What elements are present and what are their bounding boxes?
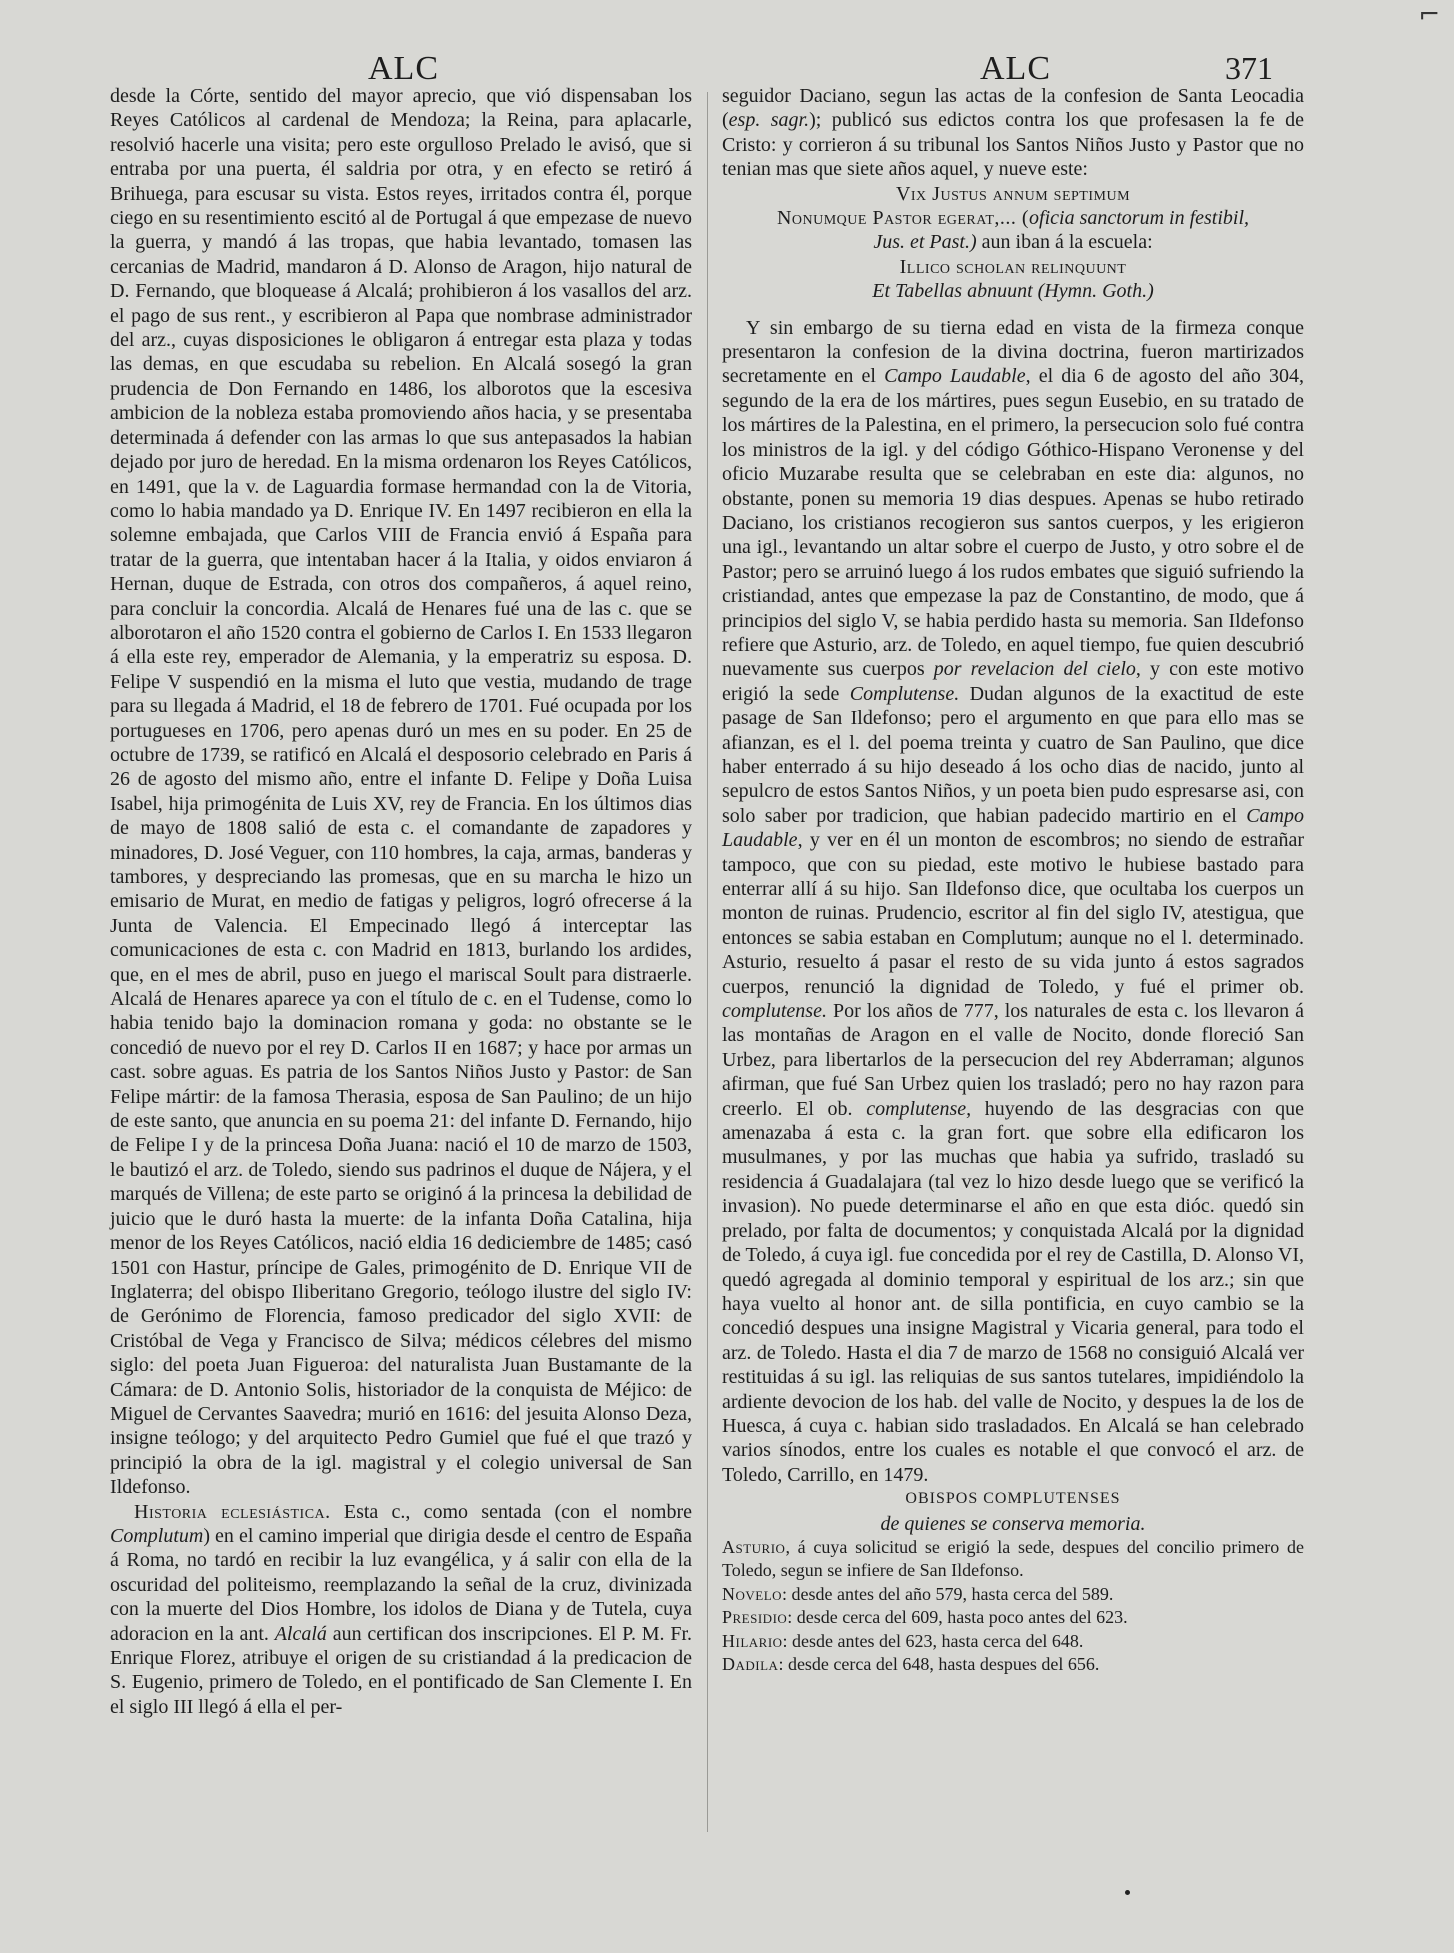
bishop-entry	[722, 1583, 1304, 1607]
text-run: Jus. et Past.)	[873, 231, 977, 254]
header-right-title: ALC	[980, 50, 1051, 87]
text-run: ) en el camino imperial que dirigia desde el centro de España á Roma, no tardó en recibir la luz evangélica, y á salir con ella de la oscuridad del politeismo, reemplazando la señal de la cruz, divinizada con la muerte del Dios Hombre, los idolos de Diana y de Tutela, cuya adoracion en la ant.	[110, 1524, 692, 1645]
left-paragraph-history: desde la Córte, sentido del mayor aprecio, que vió dispensaban los Reyes Católicos al cardenal de Mendoza; la Reina, para aplacarle, resolvió hacerle una visita; pero este orgulloso Prelado le avisó, que si entraba por una puerta, él saldria por otra, y en efecto se retiró á Brihuega, para escusar su vista. Estos reyes, irritados contra él, porque ciego en su resentimiento escitó al de Portugal á que empezase de nuevo la guerra, y mandó á las tropas, que habia levantado, tomasen las cercanias de Madrid, mandaron á D. Alonso de Aragon, hijo natural de D. Fernando, que bloquease á Alcalá; prohibieron á los vasallos del arz. el pago de sus rent., y escribieron al Papa que nombrase administrador del arz., cuyas disposiciones le obligaron á entregar esta plaza y todas las demas, en que escudaba su rebelion. En Alcalá sosegó la gran prudencia de Don Fernando en 1486, los alborotos que la escesiva ambicion de la nobleza estaba promoviendo años hacia, y se presentaba determinada á defender con las armas lo que sus antepasados la habian dejado por juro de heredad. En la misma ordenaron los Reyes Católicos, en 1491, que la v. de Laguardia formase hermandad con la de Vitoria, como lo habia mandado ya D. Enrique IV. En 1497 recibieron en ella la solemne embajada, que Carlos VIII de Francia envió á España para tratar de la guerra, que intentaban hacer á la Italia, y oidos enviaron á Hernan, duque de Estrada, con otros dos compañeros, á aquel reino, para concluir la concordia. Alcalá de Henares fué una de las c. que se alborotaron el año 1520 contra el gobierno de Carlos I. En 1533 llegaron á ella este rey, emperador de Alemania, y la emperatriz su esposa. D. Felipe V suspendió en la misma el luto que vestia, mudando de trage para su llegada á Madrid, el 18 de febrero de 1701. Fué ocupada por los portugueses en 1706, pero apenas duró un mes en su poder. En 25 de octubre de 1739, se ratificó en Alcalá el desposorio celebrado en Paris á 26 de agosto del mismo año, entre el infante D. Felipe y Doña Luisa Isabel, hija primogénita de Luis XV, rey de Francia. En los últimos dias de mayo de 1808 salió de esta c. el comandante de zapadores y minadores, D. José Veguer, con 110 hombres, la caja, armas, banderas y tambores, y despreciando las promesas, que en su marcha le hizo un emisario de Murat, en medio de fatigas y peligros, logró ofrecerse á la Junta de Valencia. El Empecinado llegó á interceptar las comunicaciones de esta c. con Madrid en 1813, burlando los ardides, que, en el mes de abril, puso en juego el mariscal Soult para distraerle. Alcalá de Henares aparece ya con el título de c. en el Tudense, como lo habia tenido bajo la dominacion romana y goda: no obstante se le concedió de nuevo por el rey D. Carlos II en 1687; y hace por armas un cast. sobre aguas. Es patria de los Santos Niños Justo y Pastor: de San Felipe mártir: de la famosa Therasia, esposa de San Paulino; de un hijo de este santo, que anuncia en su poema 21: del infante D. Fernando, hijo de Felipe I y de la princesa Doña Juana: nació el 10 de marzo de 1503, le bautizó el arz. de Toledo, siendo sus padrinos el duque de Nájera, y el marqués de Villena; de este parto se originó á la princesa la debilidad de juicio que le duró hasta la muerte: de la infanta Doña Catalina, hija menor de los Reyes Católicos, nació eldia 16 dediciembre de 1485; casó 1501 con Hastur, príncipe de Gales, primogénito de D. Enrique VII de Inglaterra; del obispo Iliberitano Gregorio, teólogo ilustre del siglo IV: de Gerónimo de Florencia, famoso predicador del siglo XVII: de Cristóbal de Vega y Francisco de Silva; médicos célebres del mismo siglo: del poeta Juan Figueroa: del naturalista Juan Bustamante de la Cámara: de D. Antonio Solis, historiador de la conquista de Méjico: de Miguel de Cervantes Saavedra; murió en 1616: del jesuita Alonso Deza, insigne teólogo; y del arquitecto Pedro Gumiel que fué el que trazó y principió la obra de la igl. magistral y el colegio universal de San Ildefonso.	[110, 85, 692, 1499]
text-run: Nonumque Pastor egerat,... (	[776, 207, 1030, 230]
text-run: Esta c., como sentada (con el nombre	[330, 1500, 692, 1523]
text-run: , el dia 6 de agosto del año 304, segundo de la era de los mártires, pues segun Eusebio, en su tratado de los mártires de la Palestina, en el primero, la persecucion solo fué contra los ministros de la igl. y del código Góthico-Hispano Veronense y del oficio Muzarabe resulta que se celebraban en este dia: algunos, no obstante, ponen su memoria 19 dias despues. Apenas se hubo retirado Daciano, los cristianos recogieron sus santos cuerpos, y les erigieron una igl., levantando un altar sobre el cuerpo de Justo, y otro sobre el de Pastor; pero se arruinó luego á los rudos embates que siguió sufriendo la cristiandad, antes que empezase la paz de Constantino, de modo, que á principios del siglo V, se habia perdido hasta su memoria. San Ildefonso refiere que Asturio, arz. de Toledo, en aquel tiempo, fue quien descubrió nuevamente sus cuerpos	[722, 365, 1304, 681]
bishops-section-subtitle: de quienes se conserva memoria.	[880, 1512, 1146, 1535]
bishop-text: : desde antes del año 579, hasta cerca del 589.	[782, 1583, 1114, 1604]
header-left-title: ALC	[368, 50, 439, 87]
bishop-entry	[722, 1653, 1304, 1677]
complutense-term: complutense,	[866, 1097, 972, 1120]
bishop-name: Presidio	[722, 1607, 788, 1628]
ink-speck	[1125, 1890, 1130, 1895]
text-run: huyendo de las desgracias con que amenazaba á esta c. la gran fort. que sobre ella edificaron los musulmanes, y por las muchas que habia ya sufrido, trasladó su residencia á Guadalajara (tal vez lo hizo desde luego que se verificó la invasion). No puede determinarse el año en que esta dióc. quedó sin prelado, por falta de documentos; y conquistada Alcalá por la dignidad de Toledo, á cuya igl. fue concedida por el rey de Castilla, D. Alonso VI, quedó agregada al dominio temporal y espiritual de los arz.; sin que haya vuelto al honor ant. de silla pontificia, en cuyo cambio se la concedió despues una insigne Magistral y Vicaria general, para todo el arz. de Toledo. Hasta el dia 7 de marzo de 1568 no consiguió Alcalá ver restituidas á su igl. las reliquias de sus santos tutelares, impidiéndolo la ardiente devocion de los hab. del valle de Nocito, y despues la de los de Huesca, á cuya c. habian sido trasladados. En Alcalá se han celebrado varios sínodos, entre los cuales es notable el que convocó el arz. de Toledo, Carrillo, en 1479.	[722, 1097, 1305, 1486]
bishop-entry	[722, 1630, 1304, 1654]
bishop-name: Dadila	[722, 1654, 779, 1675]
text-run: Y sin embargo de su tierna edad en vista de la firmeza conque presentaron la confesion de la divina doctrina, fueron martirizados secretamente en el	[722, 316, 1304, 388]
campo-laudable-term: Campo Laudable	[722, 804, 1304, 852]
bishop-text: : desde antes del 623, hasta cerca del 648.	[782, 1630, 1084, 1651]
text-run: Por los años de 777, los naturales de esta c. los llevaron á las montañas de Aragon en el valle de Nocito, donde floreció San Urbez, para libertarlos de la persecucion del rey Abderraman; algunos afirman, que fué San Urbez quien los trasladó; pero no hay razon para creerlo. El ob.	[722, 1000, 1304, 1120]
complutum-term: Complutum	[110, 1524, 204, 1547]
text-run: ); publicó sus edictos contra los que profesasen la fe de Cristo: y corrieron á su tribunal los Santos Niños Justo y Pastor que no tenian mas que siete años aquel, y nueve este:	[722, 109, 1304, 181]
bishop-text: : desde cerca del 609, hasta poco antes del 623.	[787, 1607, 1128, 1628]
text-run: seguidor Daciano, segun las actas de la confesion de Santa Leocadia (	[722, 85, 1304, 132]
left-column	[110, 84, 692, 1719]
page-header	[0, 40, 1454, 90]
corner-scan-mark: ⌐	[1418, 0, 1440, 30]
column-divider	[707, 92, 708, 1832]
verse-line-4: Illico scholan relinquunt	[899, 255, 1127, 278]
text-run: , y con este motivo erigió la sede	[722, 658, 1305, 705]
esp-sagr-ref: esp. sagr.	[728, 109, 810, 132]
page-number: 371	[1225, 50, 1273, 86]
bishop-text: , á cuya solicitud se erigió la sede, despues del concilio primero de Toledo, segun se infiere de San Ildefonso.	[722, 1536, 1304, 1581]
bishop-entry	[722, 1536, 1304, 1583]
text-run: Dudan algunos de la exactitud de este pasage de San Ildefonso; pero el argumento en que para ello mas se afianzan, es el l. del poema treinta y cuatro de San Paulino, que dice haber enterrado á su hijo deseado á los ocho dias de nacido, junto al sepulcro de estos Santos Niños, y un poeta bien pudo espresarse asi, con solo saber por tradicion, que habian padecido martirio en el	[722, 682, 1304, 827]
bishop-entry	[722, 1606, 1304, 1630]
text-run: aun iban á la escuela:	[976, 231, 1153, 254]
campo-laudable-term: Campo Laudable	[884, 365, 1026, 388]
text-run: , y ver en él un monton de escombros; no siendo de estrañar tampoco, que con su piedad, este motivo le hubiese bastado para enterrar allí á su hijo. San Ildefonso dice, que ocultaba los cuerpos un monton de ruinas. Prudencio, escritor al fin del siglo IV, atestigua, que entonces se sabia estaban en Complutum; aunque no el l. determinado. Asturio, resuelto á pasar el resto de su vida junto á estos sagrados cuerpos, renunció la dignidad de Toledo, y fué el primer ob.	[722, 829, 1304, 998]
left-paragraph-ecclesiastical	[110, 1500, 692, 1720]
bishop-name: Asturio	[722, 1536, 786, 1557]
right-paragraph-martyrs	[722, 316, 1304, 1488]
verse-line-3	[722, 230, 1304, 254]
verse-line-2	[722, 206, 1304, 230]
text-run: aun certifican dos inscripciones. El P. M. Fr. Enrique Florez, atribuye el origen de su cristiandad á la predicacion de S. Eugenio, primero de Toledo, en el pontificado de San Clemente I. En el siglo III llegó á ella el per-	[110, 1622, 693, 1718]
right-column	[722, 84, 1304, 1677]
revelacion-term: por revelacion del cielo	[933, 658, 1136, 681]
ecclesiastical-heading: Historia eclesiástica.	[134, 1500, 331, 1523]
complutense-term: complutense.	[722, 1000, 827, 1023]
bishop-text: : desde cerca del 648, hasta despues del 656.	[778, 1654, 1100, 1675]
right-paragraph-intro	[722, 84, 1304, 182]
verse-line-5: Et Tabellas abnuunt (Hymn. Goth.)	[872, 280, 1154, 303]
bishops-section-title: OBISPOS COMPLUTENSES	[905, 1490, 1121, 1508]
bishop-name: Hilario	[722, 1630, 783, 1651]
verse-line-1: Vix Justus annum septimum	[895, 182, 1131, 205]
complutense-term: Complutense.	[849, 682, 960, 705]
alcala-term: Alcalá	[274, 1622, 327, 1645]
bishop-name: Novelo	[722, 1583, 783, 1604]
text-run: oficia sanctorum in festibil,	[1029, 207, 1250, 230]
